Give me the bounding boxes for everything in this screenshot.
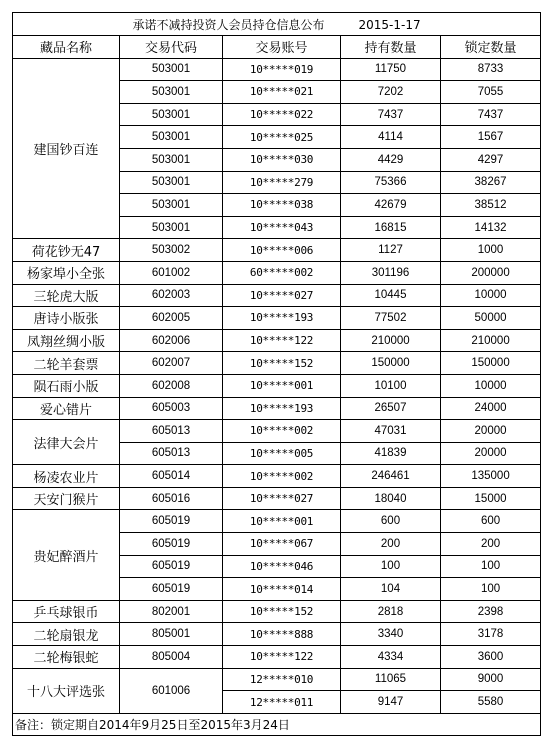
- holding-qty-cell: 77502: [341, 307, 441, 330]
- trade-account-cell: 10*****021: [223, 81, 341, 104]
- item-name-cell: 二轮扇银龙: [13, 623, 120, 646]
- trade-account-cell: 10*****152: [223, 352, 341, 375]
- trade-account-cell: 12*****010: [223, 668, 341, 691]
- trade-code-cell: 802001: [120, 600, 223, 623]
- note-row: [13, 713, 541, 736]
- locked-qty-cell: 7437: [441, 103, 541, 126]
- trade-code-cell: 503001: [120, 58, 223, 81]
- trade-account-cell: 60*****002: [223, 261, 341, 284]
- trade-code-cell: 503002: [120, 239, 223, 262]
- locked-qty-cell: 15000: [441, 487, 541, 510]
- holding-qty-cell: 11750: [341, 58, 441, 81]
- table-row: [13, 329, 541, 352]
- sheet-date: 2015-1-17: [358, 17, 421, 32]
- holding-qty-cell: 4114: [341, 126, 441, 149]
- holding-qty-cell: 26507: [341, 397, 441, 420]
- locked-qty-cell: 200000: [441, 261, 541, 284]
- trade-account-cell: 10*****030: [223, 148, 341, 171]
- table-row: [13, 420, 541, 443]
- holding-qty-cell: 100: [341, 555, 441, 578]
- trade-account-cell: 10*****027: [223, 487, 341, 510]
- table-row: [13, 307, 541, 330]
- holding-qty-cell: 150000: [341, 352, 441, 375]
- holding-qty-cell: 104: [341, 578, 441, 601]
- trade-code-cell: 503001: [120, 126, 223, 149]
- locked-qty-cell: 24000: [441, 397, 541, 420]
- table-row: [13, 352, 541, 375]
- trade-account-cell: 10*****022: [223, 103, 341, 126]
- holding-qty-cell: 10445: [341, 284, 441, 307]
- trade-account-cell: 10*****006: [223, 239, 341, 262]
- table-row: [13, 646, 541, 669]
- header-locked-qty: 锁定数量: [441, 36, 541, 59]
- locked-qty-cell: 4297: [441, 148, 541, 171]
- trade-account-cell: 10*****279: [223, 171, 341, 194]
- table-row: [13, 668, 541, 691]
- trade-account-cell: 10*****122: [223, 646, 341, 669]
- locked-qty-cell: 10000: [441, 374, 541, 397]
- trade-code-cell: 605013: [120, 442, 223, 465]
- holding-qty-cell: 246461: [341, 465, 441, 488]
- locked-qty-cell: 3600: [441, 646, 541, 669]
- locked-qty-cell: 7055: [441, 81, 541, 104]
- trade-code-cell: 602003: [120, 284, 223, 307]
- item-name-cell: 二轮梅银蛇: [13, 646, 120, 669]
- item-name-cell: 天安门猴片: [13, 487, 120, 510]
- item-name-cell: 杨凌农业片: [13, 465, 120, 488]
- holding-qty-cell: 7437: [341, 103, 441, 126]
- item-name-cell: 杨家埠小全张: [13, 261, 120, 284]
- trade-account-cell: 10*****043: [223, 216, 341, 239]
- holding-qty-cell: 9147: [341, 691, 441, 714]
- trade-account-cell: 10*****019: [223, 58, 341, 81]
- item-name-cell: 陨石雨小版: [13, 374, 120, 397]
- trade-code-cell: 605019: [120, 510, 223, 533]
- holding-qty-cell: 210000: [341, 329, 441, 352]
- trade-account-cell: 10*****067: [223, 533, 341, 556]
- holding-qty-cell: 301196: [341, 261, 441, 284]
- trade-code-cell: 805004: [120, 646, 223, 669]
- trade-code-cell: 503001: [120, 148, 223, 171]
- holdings-table: [12, 12, 541, 736]
- trade-code-cell: 602007: [120, 352, 223, 375]
- item-name-cell: 法律大会片: [13, 420, 120, 465]
- table-row: [13, 465, 541, 488]
- header-row: [13, 36, 541, 59]
- table-row: [13, 510, 541, 533]
- trade-code-cell: 503001: [120, 194, 223, 217]
- trade-code-cell: 605013: [120, 420, 223, 443]
- trade-code-cell: 605014: [120, 465, 223, 488]
- trade-code-cell: 605003: [120, 397, 223, 420]
- trade-code-cell: 503001: [120, 81, 223, 104]
- trade-code-cell: 605019: [120, 555, 223, 578]
- locked-qty-cell: 20000: [441, 442, 541, 465]
- holding-qty-cell: 16815: [341, 216, 441, 239]
- item-name-cell: 二轮羊套票: [13, 352, 120, 375]
- header-trade-account: 交易账号: [223, 36, 341, 59]
- holdings-sheet: [12, 12, 540, 736]
- table-row: [13, 397, 541, 420]
- trade-account-cell: 10*****888: [223, 623, 341, 646]
- holding-qty-cell: 7202: [341, 81, 441, 104]
- trade-account-cell: 10*****027: [223, 284, 341, 307]
- trade-account-cell: 10*****122: [223, 329, 341, 352]
- trade-code-cell: 605016: [120, 487, 223, 510]
- locked-qty-cell: 8733: [441, 58, 541, 81]
- trade-code-cell: 805001: [120, 623, 223, 646]
- table-row: [13, 600, 541, 623]
- trade-account-cell: 10*****002: [223, 465, 341, 488]
- locked-qty-cell: 38267: [441, 171, 541, 194]
- trade-code-cell: 601006: [120, 668, 223, 713]
- trade-account-cell: 10*****005: [223, 442, 341, 465]
- holding-qty-cell: 42679: [341, 194, 441, 217]
- table-row: [13, 58, 541, 81]
- item-name-cell: 爱心错片: [13, 397, 120, 420]
- locked-qty-cell: 10000: [441, 284, 541, 307]
- item-name-cell: 乒乓球银币: [13, 600, 120, 623]
- header-item-name: 藏品名称: [13, 36, 120, 59]
- locked-qty-cell: 5580: [441, 691, 541, 714]
- trade-account-cell: 10*****046: [223, 555, 341, 578]
- item-name-cell: 贵妃醉酒片: [13, 510, 120, 600]
- trade-account-cell: 10*****014: [223, 578, 341, 601]
- item-name-cell: 凤翔丝绸小版: [13, 329, 120, 352]
- locked-qty-cell: 1567: [441, 126, 541, 149]
- trade-code-cell: 602005: [120, 307, 223, 330]
- locked-qty-cell: 100: [441, 578, 541, 601]
- trade-account-cell: 10*****193: [223, 397, 341, 420]
- trade-code-cell: 503001: [120, 103, 223, 126]
- trade-code-cell: 605019: [120, 533, 223, 556]
- holding-qty-cell: 11065: [341, 668, 441, 691]
- locked-qty-cell: 200: [441, 533, 541, 556]
- holding-qty-cell: 75366: [341, 171, 441, 194]
- table-row: [13, 487, 541, 510]
- trade-code-cell: 605019: [120, 578, 223, 601]
- holding-qty-cell: 41839: [341, 442, 441, 465]
- locked-qty-cell: 1000: [441, 239, 541, 262]
- locked-qty-cell: 14132: [441, 216, 541, 239]
- locked-qty-cell: 150000: [441, 352, 541, 375]
- locked-qty-cell: 210000: [441, 329, 541, 352]
- trade-account-cell: 10*****025: [223, 126, 341, 149]
- title-cell: [13, 13, 541, 36]
- holding-qty-cell: 3340: [341, 623, 441, 646]
- item-name-cell: 十八大评选张: [13, 668, 120, 713]
- holding-qty-cell: 4429: [341, 148, 441, 171]
- trade-code-cell: 601002: [120, 261, 223, 284]
- trade-account-cell: 12*****011: [223, 691, 341, 714]
- table-row: [13, 623, 541, 646]
- locked-qty-cell: 2398: [441, 600, 541, 623]
- trade-account-cell: 10*****038: [223, 194, 341, 217]
- locked-qty-cell: 50000: [441, 307, 541, 330]
- holding-qty-cell: 47031: [341, 420, 441, 443]
- title-row: [13, 13, 541, 36]
- locked-qty-cell: 9000: [441, 668, 541, 691]
- trade-account-cell: 10*****001: [223, 374, 341, 397]
- table-row: [13, 284, 541, 307]
- trade-account-cell: 10*****193: [223, 307, 341, 330]
- locked-qty-cell: 38512: [441, 194, 541, 217]
- trade-account-cell: 10*****002: [223, 420, 341, 443]
- item-name-cell: 三轮虎大版: [13, 284, 120, 307]
- holding-qty-cell: 200: [341, 533, 441, 556]
- trade-code-cell: 503001: [120, 216, 223, 239]
- locked-qty-cell: 3178: [441, 623, 541, 646]
- locked-qty-cell: 135000: [441, 465, 541, 488]
- header-trade-code: 交易代码: [120, 36, 223, 59]
- item-name-cell: 荷花钞无47: [13, 239, 120, 262]
- table-row: [13, 239, 541, 262]
- locked-qty-cell: 600: [441, 510, 541, 533]
- item-name-cell: 唐诗小版张: [13, 307, 120, 330]
- holding-qty-cell: 2818: [341, 600, 441, 623]
- holding-qty-cell: 1127: [341, 239, 441, 262]
- trade-code-cell: 602006: [120, 329, 223, 352]
- locked-qty-cell: 20000: [441, 420, 541, 443]
- note-text: 备注：锁定期自2014年9月25日至2015年3月24日: [13, 713, 541, 736]
- item-name-cell: 建国钞百连: [13, 58, 120, 239]
- table-row: [13, 261, 541, 284]
- table-row: [13, 374, 541, 397]
- header-holding-qty: 持有数量: [341, 36, 441, 59]
- holding-qty-cell: 600: [341, 510, 441, 533]
- trade-account-cell: 10*****001: [223, 510, 341, 533]
- trade-code-cell: 503001: [120, 171, 223, 194]
- trade-code-cell: 602008: [120, 374, 223, 397]
- trade-account-cell: 10*****152: [223, 600, 341, 623]
- sheet-title: 承诺不减持投资人会员持仓信息公布: [132, 17, 325, 32]
- holding-qty-cell: 18040: [341, 487, 441, 510]
- locked-qty-cell: 100: [441, 555, 541, 578]
- holding-qty-cell: 4334: [341, 646, 441, 669]
- holding-qty-cell: 10100: [341, 374, 441, 397]
